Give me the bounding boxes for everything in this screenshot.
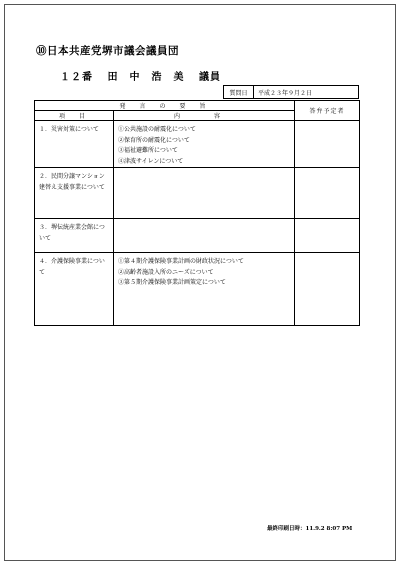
content-header: 内 容 — [114, 111, 295, 121]
member-number: １２番 — [60, 72, 93, 83]
table-row — [35, 253, 360, 326]
content-line: ①第４期介護保険事業計画の財政状況について — [118, 258, 244, 265]
row-content-cell — [114, 253, 295, 326]
row-item-text: １．災害対策について — [39, 126, 99, 133]
member-title: 議員 — [198, 72, 221, 83]
table-row — [35, 168, 360, 219]
row-content-cell — [114, 219, 295, 253]
content-line: ②保育所の耐震化について — [118, 136, 190, 144]
question-date-value: 平成２３年９月２日 — [258, 89, 313, 97]
respondent-header: 答弁予定者 — [295, 101, 360, 121]
row-item-cell — [35, 253, 114, 326]
content-line: ④津波サイレンについて — [118, 157, 184, 165]
member-line — [60, 68, 231, 83]
table-row — [35, 121, 360, 168]
row-respondent-cell — [295, 219, 360, 253]
content-line: ②高齢者施設入所のニーズについて — [118, 268, 214, 276]
statement-table — [34, 100, 360, 326]
item-header: 項 目 — [35, 111, 114, 121]
member-name: 田 中 浩 美 — [107, 72, 185, 83]
question-date-label: 質問日 — [224, 86, 254, 98]
content-line: ③第５期介護保険事業計画策定について — [118, 279, 226, 286]
content-line: ③福祉避難所について — [118, 147, 178, 154]
table-row — [35, 219, 360, 253]
row-item-cell — [35, 219, 114, 253]
row-item-cell — [35, 168, 114, 219]
row-content-cell — [114, 121, 295, 168]
row-respondent-cell — [295, 253, 360, 326]
last-printed: 最終印刷日時：11.9.2 8:07 PM — [267, 526, 353, 532]
row-respondent-cell — [295, 121, 360, 168]
question-date-box — [223, 85, 359, 99]
statement-header: 発 言 の 要 旨 — [35, 101, 295, 111]
row-item-text: ２．民間分譲マンション建替え支援事業について — [39, 173, 105, 191]
row-item-cell — [35, 121, 114, 168]
faction-name: ⑩日本共産党堺市議会議員団 — [36, 45, 179, 57]
content-line: ①公共施設の耐震化について — [118, 126, 196, 133]
row-item-text: ４．介護保険事業について — [39, 258, 105, 276]
row-content-cell — [114, 168, 295, 219]
row-item-text: ３．堺伝統産業会館について — [39, 224, 105, 242]
row-respondent-cell — [295, 168, 360, 219]
